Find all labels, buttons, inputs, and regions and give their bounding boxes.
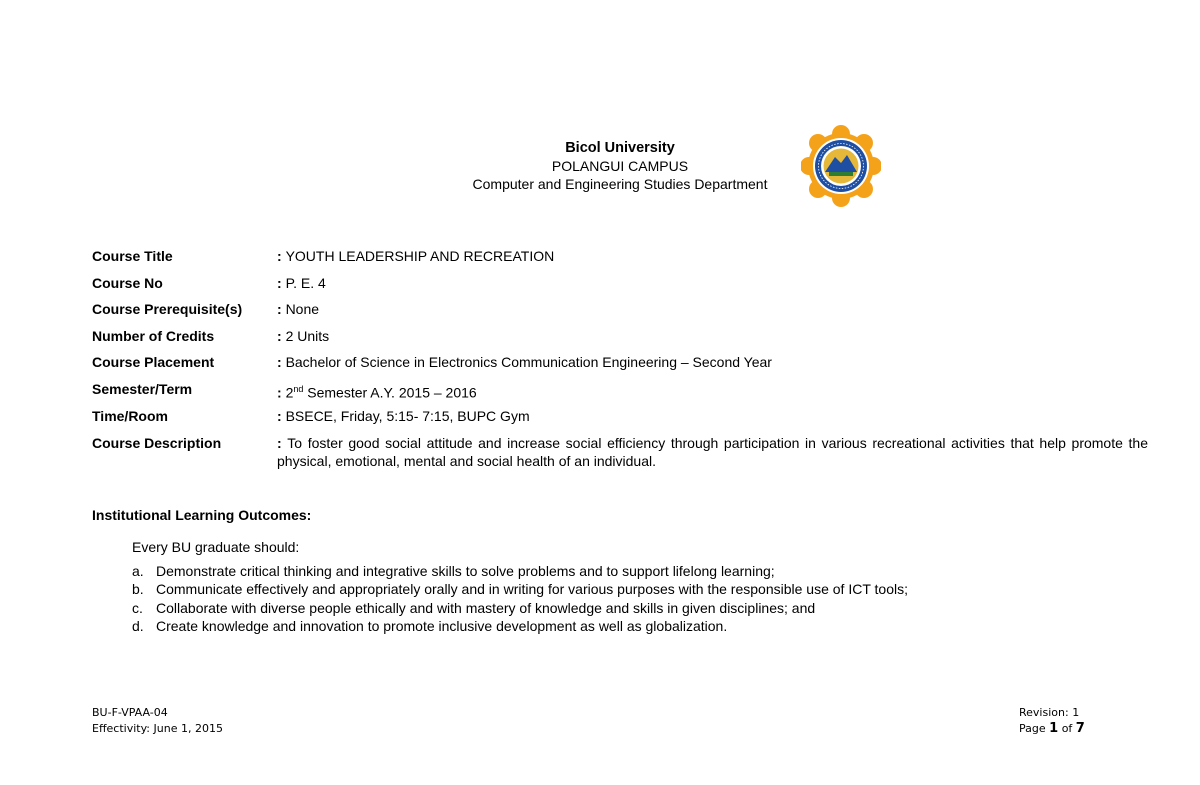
document-header xyxy=(440,139,800,193)
list-item-text: Demonstrate critical thinking and integrative skills to solve problems and to support lifelong learning; xyxy=(156,563,775,579)
field-label: Course Prerequisite(s) xyxy=(92,301,243,317)
list-marker: a. xyxy=(132,563,144,579)
field-label: Course Title xyxy=(92,248,173,264)
list-marker: c. xyxy=(132,599,143,616)
university-seal-icon xyxy=(801,125,881,207)
field-value: BSECE, Friday, 5:15- 7:15, BUPC Gym xyxy=(285,408,530,424)
field-label: Course Placement xyxy=(92,354,215,370)
footer-left xyxy=(92,705,223,737)
field-value: To foster good social attitude and increase social efficiency through participation in various recreational activities that help promote the physical, emotional, mental and social health of an individual. xyxy=(277,435,1148,469)
effectivity-label: Effectivity: xyxy=(92,722,151,735)
list-item-text: Collaborate with diverse people ethically and with mastery of knowledge and skills in given disciplines; and xyxy=(156,599,816,616)
page-current: 1 xyxy=(1049,721,1059,736)
revision xyxy=(1019,705,1085,721)
list-item xyxy=(132,562,908,580)
department-name: Computer and Engineering Studies Department xyxy=(472,176,768,192)
page-number xyxy=(1019,721,1085,737)
field-value: Bachelor of Science in Electronics Communication Engineering – Second Year xyxy=(285,354,772,370)
list-item-text: Create knowledge and innovation to promote inclusive development as well as globalization. xyxy=(156,617,728,634)
form-code: BU-F-VPAA-04 xyxy=(92,706,168,719)
field-label: Number of Credits xyxy=(92,328,215,344)
page-of: of xyxy=(1061,722,1073,735)
list-item-text: Communicate effectively and appropriately orally and in writing for various purposes with the responsible use of ICT tools; xyxy=(156,581,908,598)
page-total: 7 xyxy=(1075,721,1085,736)
field-value-sup: nd xyxy=(293,384,304,394)
list-item xyxy=(132,580,908,598)
campus-name: POLANGUI CAMPUS xyxy=(551,158,689,174)
revision-value: 1 xyxy=(1072,706,1080,719)
list-item xyxy=(132,617,908,635)
field-value: 2 Units xyxy=(285,328,330,344)
revision-label: Revision: xyxy=(1019,706,1069,719)
page-label: Page xyxy=(1019,722,1046,735)
footer-right xyxy=(1019,705,1085,737)
field-value-num: 2 xyxy=(285,384,294,401)
ilo-list xyxy=(132,562,908,635)
field-value-rest: Semester A.Y. 2015 – 2016 xyxy=(303,384,477,401)
field-value: P. E. 4 xyxy=(285,275,326,291)
university-name: Bicol University xyxy=(565,140,675,156)
field-value: YOUTH LEADERSHIP AND RECREATION xyxy=(285,248,555,264)
list-item xyxy=(132,599,908,617)
list-marker: b. xyxy=(132,581,144,598)
field-label: Course Description xyxy=(92,435,222,451)
field-label: Semester/Term xyxy=(92,381,193,397)
field-value: None xyxy=(285,301,320,317)
field-label: Time/Room xyxy=(92,408,168,424)
ilo-intro: Every BU graduate should: xyxy=(132,539,300,555)
effectivity xyxy=(92,721,223,737)
list-marker: d. xyxy=(132,617,144,634)
effectivity-date: June 1, 2015 xyxy=(153,722,223,735)
field-label: Course No xyxy=(92,275,163,291)
ilo-heading: Institutional Learning Outcomes: xyxy=(92,507,312,523)
